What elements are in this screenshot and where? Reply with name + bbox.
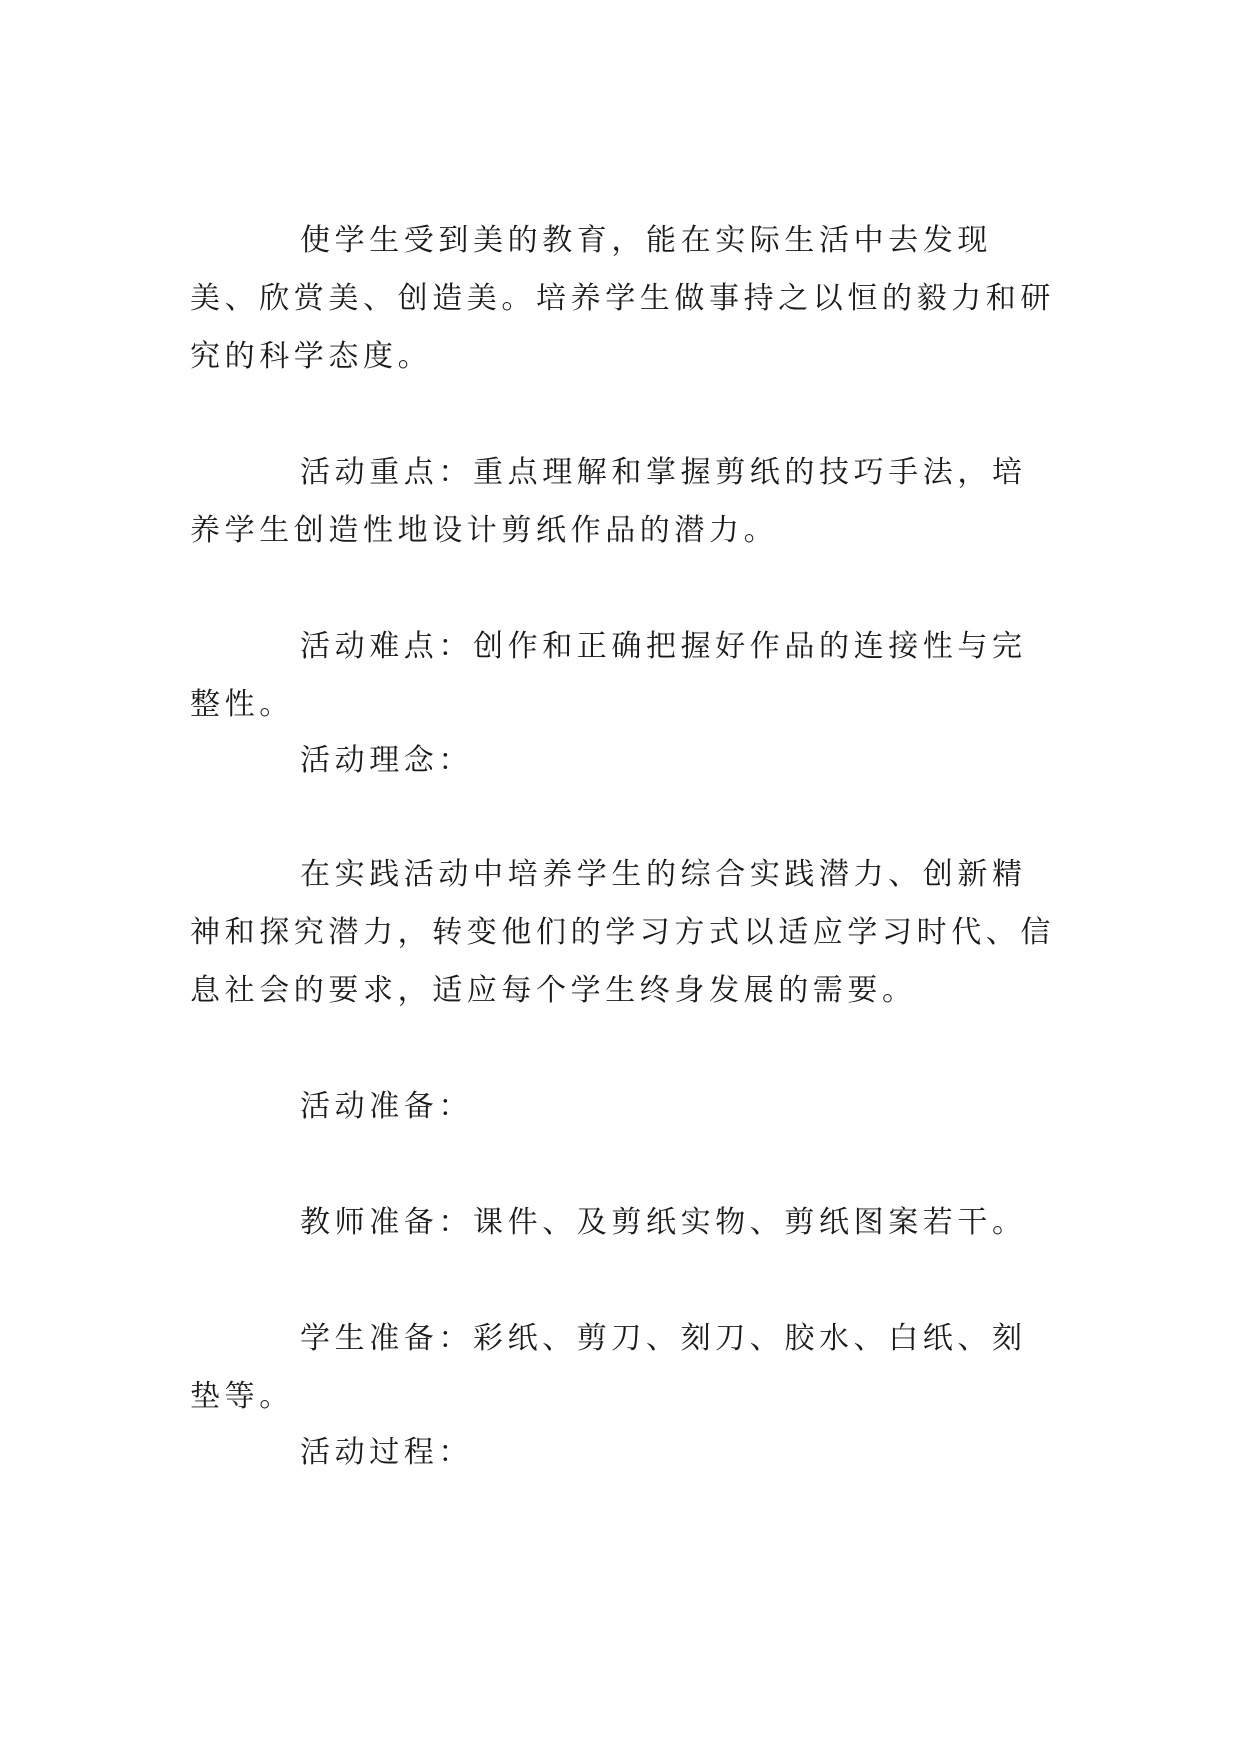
paragraph-activity-concept: 在实践活动中培养学生的综合实践潜力、创新精神和探究潜力，转变他们的学习方式以适应学习时代、信息社会的要求，适应每个学生终身发展的需要。 (190, 857, 1055, 1008)
paragraph-activity-key-points: 活动重点：重点理解和掌握剪纸的技巧手法，培养学生创造性地设计剪纸作品的潜力。 (190, 455, 1027, 548)
paragraph-teacher-preparation: 教师准备：课件、及剪纸实物、剪纸图案若干。 (300, 1205, 1027, 1240)
paragraph-student-preparation: 学生准备：彩纸、剪刀、刻刀、胶水、白纸、刻垫等。 (190, 1321, 1027, 1414)
heading-activity-preparation: 活动准备： (300, 1089, 473, 1124)
paragraph-aesthetic-education: 使学生受到美的教育，能在实际生活中去发现美、欣赏美、创造美。培养学生做事持之以恒的毅力和研究的科学态度。 (190, 223, 1055, 374)
heading-activity-process: 活动过程： (300, 1435, 473, 1470)
paragraph-activity-difficulties: 活动难点：创作和正确把握好作品的连接性与完整性。 (190, 629, 1027, 722)
heading-activity-concept: 活动理念： (300, 743, 473, 778)
